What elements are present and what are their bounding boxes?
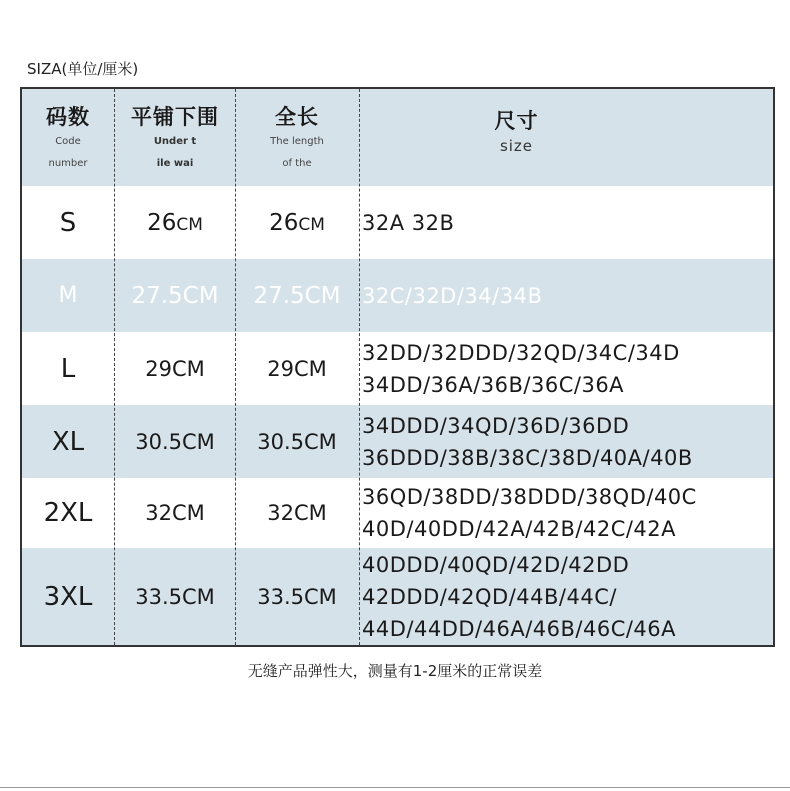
header-under-cn: 平铺下围: [131, 104, 219, 129]
header-code-en-2: number: [48, 157, 88, 169]
table-row: [22, 259, 773, 332]
bottom-divider: [0, 787, 790, 788]
header-length-en-2: of the: [282, 157, 312, 169]
row-under: 27.5CM: [131, 282, 219, 309]
footnote: 无缝产品弹性大，测量有1-2厘米的正常误差: [247, 662, 543, 680]
header-length-en-1: The length: [270, 135, 324, 147]
row-length: 29CM: [267, 356, 327, 381]
column-divider: [359, 89, 360, 645]
row-under: 29CM: [145, 356, 205, 381]
column-divider: [114, 89, 115, 645]
table-row: [22, 405, 773, 478]
header-length: [236, 89, 358, 186]
row-under: 33.5CM: [135, 584, 215, 609]
row-code: XL: [51, 426, 85, 457]
row-sizes-line: 42DDD/42QD/44B/44C/: [362, 584, 617, 609]
row-length: 32CM: [267, 501, 327, 525]
header-row: [22, 89, 773, 186]
row-code: 3XL: [43, 581, 93, 612]
row-length: 33.5CM: [257, 584, 337, 609]
header-length-cn: 全长: [275, 104, 319, 129]
table-row: [22, 186, 773, 259]
row-length: 27.5CM: [253, 282, 341, 309]
row-sizes-line: 34DD/36A/36B/36C/36A: [362, 372, 625, 397]
header-under: [115, 89, 235, 186]
row-length: 26CM: [269, 209, 325, 236]
row-code: 2XL: [43, 498, 93, 528]
table-row: [22, 332, 773, 405]
row-code: M: [58, 283, 78, 308]
row-length: 30.5CM: [257, 429, 337, 454]
row-sizes-line: 32DD/32DDD/32QD/34C/34D: [362, 340, 680, 365]
row-sizes: 32A 32B: [362, 210, 455, 235]
header-under-en-2: ile wai: [156, 157, 194, 169]
row-under: 32CM: [145, 501, 205, 525]
row-sizes-line: 34DDD/34QD/36D/36DD: [362, 413, 630, 438]
header-size-en: size: [499, 137, 534, 155]
row-sizes-line: 40D/40DD/42A/42B/42C/42A: [362, 517, 677, 541]
row-sizes-line: 44D/44DD/46A/46B/46C/46A: [362, 616, 677, 641]
header-size: [360, 89, 773, 186]
row-sizes-line: 40DDD/40QD/42D/42DD: [362, 552, 630, 577]
size-table: [20, 87, 775, 647]
row-under: 30.5CM: [135, 429, 215, 454]
table-row: [22, 478, 773, 548]
unit-title: SIZA(单位/厘米): [27, 60, 139, 78]
row-sizes-line: 36DDD/38B/38C/38D/40A/40B: [362, 445, 693, 470]
header-code-en-1: Code: [55, 135, 81, 147]
row-sizes: 32C/32D/34/34B: [362, 283, 543, 308]
row-code: S: [59, 207, 77, 238]
row-sizes-line: 36QD/38DD/38DDD/38QD/40C: [362, 485, 697, 509]
header-code-cn: 码数: [46, 104, 90, 129]
column-divider: [235, 89, 236, 645]
row-code: L: [60, 353, 76, 384]
header-under-en-1: Under t: [153, 135, 197, 147]
header-code: [22, 89, 114, 186]
row-under: 26CM: [147, 209, 203, 236]
table-row: [22, 548, 773, 645]
header-size-cn: 尺寸: [494, 109, 539, 133]
